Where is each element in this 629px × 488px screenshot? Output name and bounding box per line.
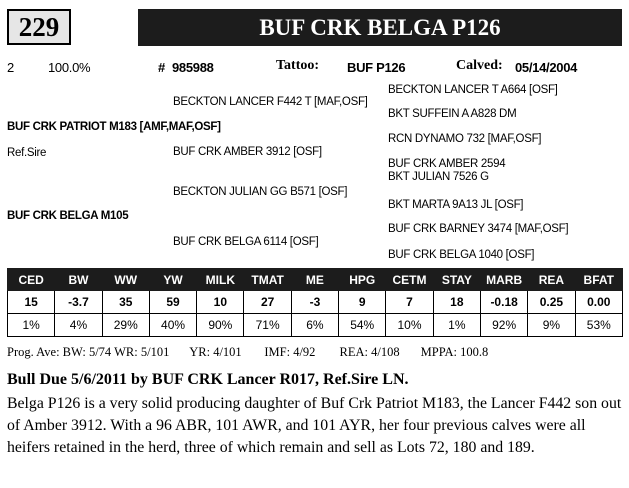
epd-value-ced: 15 [8, 291, 55, 314]
epd-value-ww: 35 [102, 291, 149, 314]
pedigree-dss: BKT JULIAN 7526 G [388, 171, 489, 183]
tattoo-label: Tattoo: [276, 58, 320, 73]
tattoo: BUF P126 [347, 60, 406, 75]
epd-value-yw: 59 [149, 291, 196, 314]
epd-value-me: -3 [291, 291, 338, 314]
pedigree-dam: BUF CRK BELGA M105 [7, 210, 129, 222]
pedigree-sds: RCN DYNAMO 732 [MAF,OSF] [388, 133, 542, 145]
pedigree-sdd: BUF CRK AMBER 2594 [388, 158, 506, 170]
pedigree-dd: BUF CRK BELGA 6114 [OSF] [173, 236, 319, 248]
ref-sire-label: Ref.Sire [7, 147, 47, 159]
epd-percentile-cetm: 10% [386, 314, 433, 337]
epd-header-me: ME [291, 269, 338, 291]
progeny-imf: IMF: 4/92 [264, 345, 316, 359]
epd-value-hpg: 9 [339, 291, 386, 314]
epd-header-ced: CED [8, 269, 55, 291]
epd-percentile-yw: 40% [149, 314, 196, 337]
epd-header-rea: REA [528, 269, 575, 291]
progeny-bw: Prog. Ave: BW: 5/74 [7, 345, 112, 359]
epd-percentile-marb: 92% [480, 314, 527, 337]
percent: 100.0% [48, 60, 91, 75]
epd-percentile-hpg: 54% [339, 314, 386, 337]
epd-value-milk: 10 [197, 291, 244, 314]
epd-header-yw: YW [149, 269, 196, 291]
animal-name: BUF CRK BELGA P126 [259, 15, 501, 40]
epd-percentile-bw: 4% [55, 314, 102, 337]
pedigree-dds: BUF CRK BARNEY 3474 [MAF,OSF] [388, 223, 569, 235]
epd-value-rea: 0.25 [528, 291, 575, 314]
epd-value-bfat: 0.00 [575, 291, 622, 314]
epd-percentile-ww: 29% [102, 314, 149, 337]
epd-value-cetm: 7 [386, 291, 433, 314]
epd-header-marb: MARB [480, 269, 527, 291]
epd-percentile-ced: 1% [8, 314, 55, 337]
progeny-wr: WR: 5/101 [114, 345, 170, 359]
calved-date: 05/14/2004 [515, 60, 578, 75]
epd-value-tmat: 27 [244, 291, 291, 314]
epd-header-stay: STAY [433, 269, 480, 291]
epd-header-tmat: TMAT [244, 269, 291, 291]
pedigree-dsd: BKT MARTA 9A13 JL [OSF] [388, 199, 524, 211]
breeding-status: Bull Due 5/6/2011 by BUF CRK Lancer R017, Ref.Sire LN. [7, 371, 409, 388]
epd-header-cetm: CETM [386, 269, 433, 291]
pedigree-sd: BUF CRK AMBER 3912 [OSF] [173, 146, 322, 158]
epd-percentile-row [8, 314, 623, 337]
epd-percentile-me: 6% [291, 314, 338, 337]
epd-percentile-bfat: 53% [575, 314, 622, 337]
calved-label: Calved: [456, 58, 503, 73]
epd-value-marb: -0.18 [480, 291, 527, 314]
epd-value-row [8, 291, 623, 314]
lot-description: Belga P126 is a very solid producing daughter of Buf Crk Patriot M183, the Lancer F442 son out of Amber 3912. With a 96 ABR, 101 AWR, and 101 AYR, her four previous calves were all heifers retained in the herd, three of which remain and sell as Lots 72, 180 and 189. [7, 395, 622, 456]
pedigree-ssd: BKT SUFFEIN A A828 DM [388, 108, 517, 120]
epd-table [7, 268, 623, 337]
epd-header-bw: BW [55, 269, 102, 291]
pedigree-sss: BECKTON LANCER T A664 [OSF] [388, 84, 558, 96]
registration-number: 985988 [172, 60, 214, 75]
progeny-yr: YR: 4/101 [189, 345, 242, 359]
pedigree-ss: BECKTON LANCER F442 T [MAF,OSF] [173, 96, 368, 108]
epd-percentile-rea: 9% [528, 314, 575, 337]
epd-header-milk: MILK [197, 269, 244, 291]
epd-header-ww: WW [102, 269, 149, 291]
lot-number: 229 [18, 12, 60, 42]
pedigree-ds: BECKTON JULIAN GG B571 [OSF] [173, 186, 348, 198]
epd-value-stay: 18 [433, 291, 480, 314]
epd-percentile-tmat: 71% [244, 314, 291, 337]
epd-percentile-stay: 1% [433, 314, 480, 337]
epd-value-bw: -3.7 [55, 291, 102, 314]
pedigree-sire: BUF CRK PATRIOT M183 [AMF,MAF,OSF] [7, 121, 221, 133]
epd-header-row [8, 269, 623, 291]
epd-header-hpg: HPG [339, 269, 386, 291]
progeny-rea: REA: 4/108 [339, 345, 400, 359]
pedigree-ddd: BUF CRK BELGA 1040 [OSF] [388, 249, 535, 261]
progeny-mppa: MPPA: 100.8 [420, 345, 489, 359]
epd-header-bfat: BFAT [575, 269, 622, 291]
progeny-summary [7, 345, 488, 360]
epd-percentile-milk: 90% [197, 314, 244, 337]
count: 2 [7, 60, 14, 75]
reg-label: # [158, 60, 166, 75]
